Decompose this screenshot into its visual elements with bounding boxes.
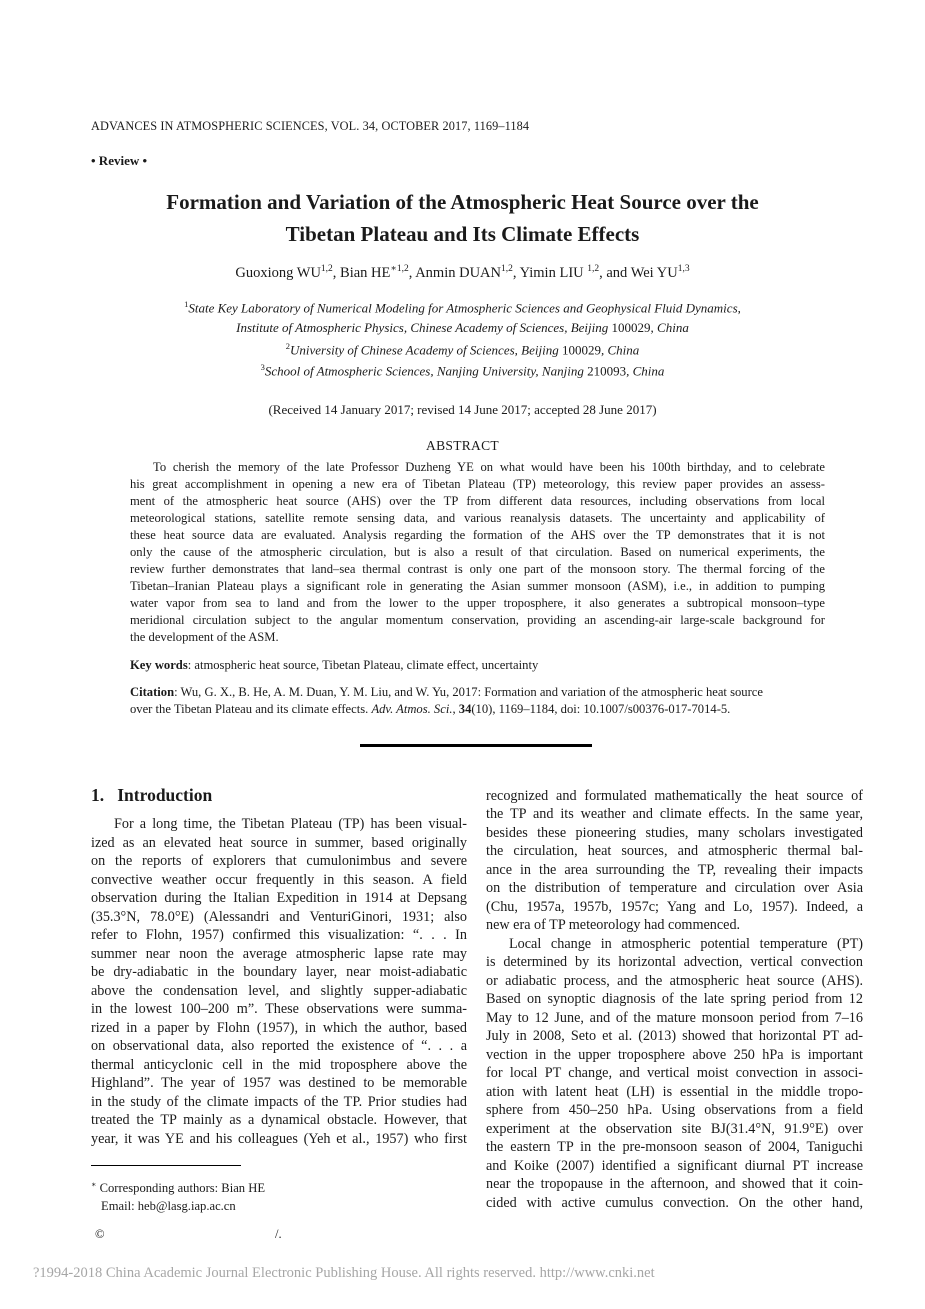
- body-line: on the reports of explorers that cumulonimbus and severe: [91, 853, 467, 869]
- paper-title-line-2: Tibetan Plateau and Its Climate Effects: [285, 222, 640, 246]
- affiliation-number: 2: [285, 341, 290, 351]
- body-line: cided with active cumulus convection. On the other hand,: [486, 1195, 863, 1211]
- affiliation-text: Institute of Atmospheric Physics, Chinese Academy of Sciences, Beijing: [236, 320, 612, 335]
- body-line: year, it was YE and his colleagues (Yeh et al., 1957) who first: [91, 1131, 467, 1147]
- body-line: on observational data, also reported the existence of “. . . a: [91, 1038, 467, 1054]
- body-line: Based on synoptic diagnosis of the late spring period from 12: [486, 991, 863, 1007]
- keywords-text: : atmospheric heat source, Tibetan Plateau, climate effect, uncertainty: [187, 658, 539, 672]
- abstract-line: the development of the ASM.: [130, 630, 279, 644]
- paper-title-line-1: Formation and Variation of the Atmospheric Heat Source over the: [166, 190, 759, 214]
- body-line: in the lowest 100–200 m”. These observations were summa-: [91, 1001, 467, 1017]
- footnote-corresponding: [91, 1180, 265, 1196]
- body-line: the circulation, heat sources, and atmospheric thermal bal-: [486, 843, 863, 859]
- body-line: the TP and its weather and climate effects. In the same year,: [486, 806, 863, 822]
- body-line: be dry-adiabatic in the boundary layer, near moist-adiabatic: [91, 964, 467, 980]
- section-number: 1.: [91, 785, 105, 805]
- abstract-line: meteorological stations, satellite remote sensing data, and various reanalysis datasets. The uncertainty and applicability of: [130, 511, 825, 525]
- footnote-text: Corresponding authors: Bian HE: [96, 1181, 266, 1196]
- citation: [130, 684, 825, 701]
- copyright-tail: /.: [275, 1227, 282, 1241]
- body-line: rized in a paper by Flohn (1957), in which the author, based: [91, 1020, 467, 1036]
- affiliation-1: [60, 299, 865, 316]
- affiliation-text: School of Atmospheric Sciences, Nanjing University, Nanjing: [264, 363, 588, 379]
- citation-volume: 34: [458, 702, 472, 716]
- body-line: or adiabatic process, and the atmospheric heat source (AHS).: [486, 973, 863, 989]
- author-name: Bian HE: [340, 264, 391, 281]
- watermark: ?1994-2018 China Academic Journal Electronic Publishing House. All rights reserved. http://www.cnki.net: [33, 1265, 655, 1281]
- author-sep: ,: [408, 264, 416, 281]
- body-line: new era of TP meteorology had commenced.: [486, 917, 741, 933]
- body-line: (35.3°N, 78.0°E) (Alessandri and VenturiGinori, 1931; also: [91, 909, 467, 925]
- author-sep: ,: [512, 264, 520, 281]
- postal-code: 210093: [587, 363, 627, 379]
- review-tag: • Review •: [91, 153, 148, 168]
- abstract-line: water vapor from sea to land and from the lower to the upper troposphere, it also generates a subtropical monsoon–type: [130, 596, 825, 610]
- affiliation-country: , China: [650, 320, 689, 335]
- author-sep: ,: [332, 264, 341, 281]
- body-line: and Koike (2007) identified a significant diurnal PT increase: [486, 1158, 863, 1174]
- postal-code: 100029: [561, 342, 601, 358]
- affiliation-number: 3: [260, 362, 265, 372]
- affiliation-number: 1: [184, 299, 189, 309]
- citation-sep: ,: [452, 702, 459, 716]
- body-line: is determined by its horizontal advection, vertical convection: [486, 954, 863, 970]
- footnote-rule: [91, 1165, 241, 1166]
- abstract-heading: ABSTRACT: [426, 438, 499, 453]
- body-line: treated the TP mainly as a dynamical obstacle. However, that: [91, 1112, 467, 1128]
- copyright-symbol: ©: [95, 1227, 105, 1241]
- body-line: thermal anticyclonic cell in the mid troposphere above the: [91, 1057, 467, 1073]
- body-line: observation during the Italian Expedition in 1914 at Depsang: [91, 890, 467, 906]
- journal-header: ADVANCES IN ATMOSPHERIC SCIENCES, VOL. 34, OCTOBER 2017, 1169–1184: [91, 119, 530, 133]
- abstract-line: only the cause of the atmospheric circulation, but is also a result of that circulation. Based on numerical experiments, the: [130, 545, 825, 559]
- author-affil: 1,2: [320, 264, 333, 274]
- body-line: Highland”. The year of 1957 was destined to be memorable: [91, 1075, 467, 1091]
- citation-journal: Adv. Atmos. Sci.: [371, 702, 453, 716]
- body-line: For a long time, the Tibetan Plateau (TP) has been visual-: [114, 816, 467, 832]
- body-line: ized as an elevated heat source in summer, based originally: [91, 835, 467, 851]
- body-line: on the distribution of temperature and circulation over Asia: [486, 880, 863, 896]
- footnote-email: Email: heb@lasg.iap.ac.cn: [101, 1199, 236, 1213]
- body-line: vection in the upper troposphere above 250 hPa is important: [486, 1047, 863, 1063]
- body-line: May to 12 June, and of the mature monsoon period from 7–16: [486, 1010, 863, 1026]
- section-title: Introduction: [117, 785, 213, 805]
- citation-text: : Wu, G. X., B. He, A. M. Duan, Y. M. Liu, and W. Yu, 2017: Formation and variation of the atmospheric heat source: [174, 685, 763, 699]
- body-line: recognized and formulated mathematically the heat source of: [486, 788, 863, 804]
- body-line: ation with latent heat (LH) is essential in the middle tropo-: [486, 1084, 863, 1100]
- body-line: ance in the area surrounding the TP, revealing their impacts: [486, 862, 863, 878]
- abstract-line: review further demonstrates that land–sea thermal contrast is only one part of the monsoon story. The thermal forcing of the: [130, 562, 825, 576]
- author-list: [60, 263, 865, 282]
- body-line: near the tropopause in the afternoon, and showed that it coin-: [486, 1176, 863, 1192]
- body-line: sphere from 450–250 hPa. Using observations from a field: [486, 1102, 863, 1118]
- affiliation-1-cont: [60, 320, 865, 336]
- received-dates: (Received 14 January 2017; revised 14 June 2017; accepted 28 June 2017): [268, 402, 657, 417]
- postal-code: 100029: [611, 320, 651, 335]
- author-name: Anmin DUAN: [415, 264, 501, 281]
- body-line: for local PT change, and vertical moist convection in associ-: [486, 1065, 863, 1081]
- body-line: above the condensation level, and slightly supper-adiabatic: [91, 983, 467, 999]
- abstract-line: ment of the atmospheric heat source (AHS) over the TP from different data resources, including observations from local: [130, 494, 825, 508]
- abstract-line: To cherish the memory of the late Professor Duzheng YE on what would have been his 100th birthday, and to celebrate: [153, 460, 825, 474]
- author-name: Wei YU: [630, 264, 678, 281]
- body-line: experiment at the observation site BJ(31.4°N, 91.9°E) over: [486, 1121, 863, 1137]
- body-line: Local change in atmospheric potential temperature (PT): [509, 936, 863, 952]
- citation-cont: [130, 701, 825, 718]
- body-line: the eastern TP in the pre-monsoon season of 2004, Taniguchi: [486, 1139, 863, 1155]
- abstract-line: these heat source data are evaluated. Analysis regarding the formation of the AHS over the TP demonstrates that it is not: [130, 528, 825, 542]
- citation-label: Citation: [130, 685, 175, 699]
- citation-text: over the Tibetan Plateau and its climate effects.: [130, 702, 372, 716]
- body-line: (Chu, 1957a, 1957b, 1957c; Yang and Lo, 1957). Indeed, a: [486, 899, 863, 915]
- affiliation-country: , China: [626, 363, 665, 379]
- body-line: in the study of the climate impacts of the TP. Prior studies had: [91, 1094, 467, 1110]
- abstract-line: Tibetan–Iranian Plateau plays a significant role in generating the Asian summer monsoon (ASM), i.e., in addition to pumping: [130, 579, 825, 593]
- author-affil: 1,3: [677, 264, 690, 274]
- citation-text: (10), 1169–1184, doi: 10.1007/s00376-017-7014-5.: [471, 702, 731, 716]
- affiliation-country: , China: [600, 342, 640, 358]
- author-affil: ∗1,2: [390, 264, 409, 274]
- section-heading: [91, 785, 212, 806]
- affiliation-text: State Key Laboratory of Numerical Modeling for Atmospheric Sciences and Geophysical Fluid Dynamics,: [188, 300, 741, 316]
- author-name: Guoxiong WU: [235, 264, 321, 281]
- footnote-mark: ∗: [91, 1180, 97, 1189]
- body-line: convective weather occur frequently in this season. A field: [91, 872, 467, 888]
- abstract-line: his great accomplishment in opening a new era of Tibetan Plateau (TP) meteorology, this review paper provides an assess-: [130, 477, 825, 491]
- abstract-line: meridional circulation subject to the angular momentum conservation, providing an ascending-air large-scale background for: [130, 613, 825, 627]
- author-affil: 1,2: [587, 264, 600, 274]
- section-divider: [360, 744, 592, 747]
- keywords: [130, 658, 538, 673]
- author-sep: , and: [599, 264, 631, 281]
- body-line: summer near noon the average atmospheric lapse rate may: [91, 946, 467, 962]
- keywords-label: Key words: [130, 658, 188, 672]
- affiliation-2: [60, 341, 865, 358]
- body-line: refer to Flohn, 1957) confirmed this visualization: “. . . In: [91, 927, 467, 943]
- affiliation-text: University of Chinese Academy of Sciences, Beijing: [289, 342, 562, 358]
- body-line: July in 2008, Seto et al. (2013) showed that horizontal PT ad-: [486, 1028, 863, 1044]
- body-line: besides these pioneering studies, many scholars investigated: [486, 825, 863, 841]
- author-affil: 1,2: [500, 264, 513, 274]
- author-name: Yimin LIU: [519, 264, 588, 281]
- affiliation-3: [60, 362, 865, 379]
